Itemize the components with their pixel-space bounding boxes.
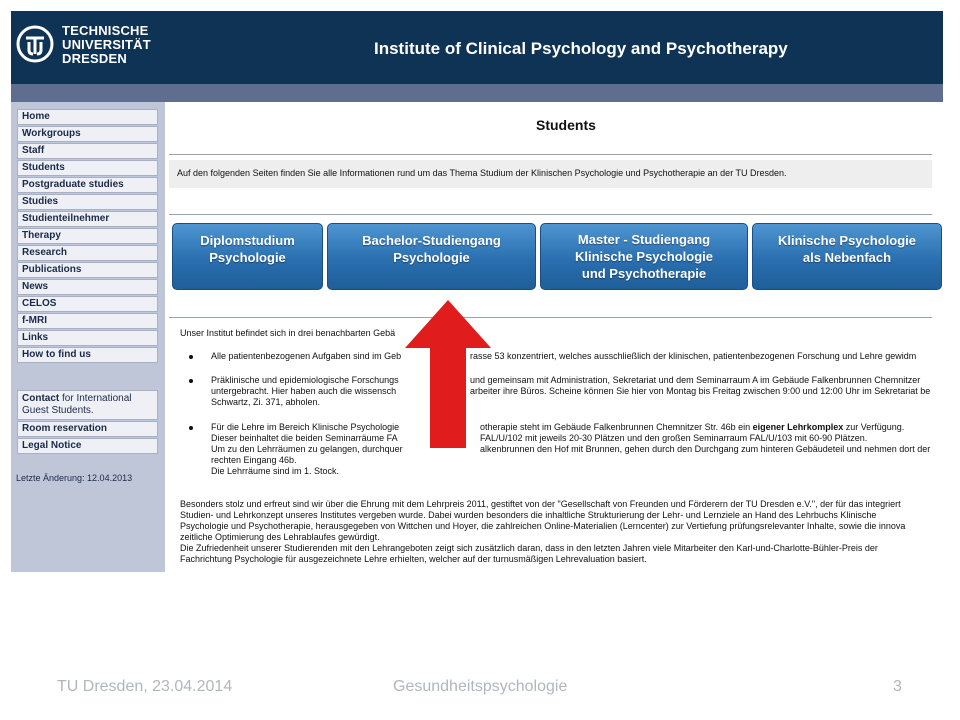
bullet3-line1: [480, 422, 904, 433]
intro-box: [169, 160, 932, 188]
red-arrow-icon: [403, 298, 493, 450]
page-title: Students: [536, 117, 596, 133]
sidebar-item-therapy[interactable]: Therapy: [17, 228, 158, 244]
bullet1-text-b: rasse 53 konzentriert, welches ausschließlich der klinischen, patientenbezogenen Forschung und Lehre gewidm: [470, 351, 917, 361]
footer-page-number: 3: [893, 678, 902, 695]
bullet1-text-a: Alle patientenbezogenen Aufgaben sind im Geb: [211, 351, 402, 361]
button-line: Psychologie: [209, 249, 286, 265]
sidebar-item-room-reservation[interactable]: Room reservation: [17, 421, 158, 437]
bullet3-bold: eigener Lehrkomplex: [752, 422, 844, 432]
footer-title: Gesundheitspsychologie: [393, 678, 568, 695]
site-header: [11, 11, 943, 84]
bullet3-line3a: Um zu den Lehrräumen zu gelangen, durchquer: [211, 444, 403, 454]
sidebar-secondary-nav: [17, 390, 158, 455]
sidebar: [11, 102, 165, 572]
sidebar-item-contact[interactable]: [17, 390, 158, 420]
closing-line: Fachrichtung Psychologie für ausgezeichnete Lehre erhielten, welcher auf der turnusmäßigen Lehrevaluation basiert.: [180, 554, 647, 564]
sidebar-item-legal-notice[interactable]: Legal Notice: [17, 438, 158, 454]
button-line: Bachelor-Studiengang: [362, 232, 501, 248]
header-divider-strip: [11, 84, 943, 102]
closing-line: Studien- und Lehrkonzept unseres Institutes vergeben wurde. Dabei wurden besonders die inhaltliche Strukturierung der Lehr- und Lernziele an Hand des Lehrbuchs Klinische: [180, 510, 877, 520]
button-line: als Nebenfach: [802, 249, 892, 265]
institute-title: Institute of Clinical Psychology and Psychotherapy: [374, 39, 788, 58]
bullet: [189, 379, 193, 383]
button-line: Psychologie: [393, 249, 470, 265]
closing-line: Die Zufriedenheit unserer Studierenden mit den Lehrangeboten zeigt sich zusätzlich daran, dass in den letzten Jahren viele Mitarbeiter den Karl-und-Charlotte-Bühler-Preis der: [180, 543, 878, 553]
button-line: Klinische Psychologie: [778, 232, 916, 248]
bullet3-line1a: Für die Lehre im Bereich Klinische Psychologie: [211, 422, 400, 432]
bullet: [189, 426, 193, 430]
sidebar-item-links[interactable]: Links: [17, 330, 158, 346]
divider: [169, 214, 932, 215]
button-line: Klinische Psychologie: [575, 249, 713, 264]
bullet2-line2b: arbeiter ihre Büros. Scheine können Sie hier von Montag bis Freitag zwischen 9:00 und 12:00 Uhr im Sekretariat be: [470, 386, 931, 396]
closing-line: Besonders stolz und erfreut sind wir über die Ehrung mit dem Lehrpreis 2011, gestiftet von der "Gesellschaft von Freunden und Förderern der TU Dresden e.V.", der für das integriert: [180, 499, 901, 509]
sidebar-item-studienteilnehmer[interactable]: Studienteilnehmer: [17, 211, 158, 227]
bullet: [189, 355, 193, 359]
sidebar-nav: [17, 109, 158, 364]
screenshot-edge-mask: [943, 0, 960, 600]
master-button[interactable]: [540, 223, 748, 290]
sidebar-item-staff[interactable]: Staff: [17, 143, 158, 159]
lead-text: Unser Institut befindet sich in drei benachbarten Gebä: [180, 328, 396, 338]
button-line: Diplomstudium: [200, 232, 295, 248]
last-change-date: Letzte Änderung: 12.04.2013: [16, 473, 133, 483]
divider: [169, 317, 932, 318]
footer-date: TU Dresden, 23.04.2014: [57, 678, 233, 695]
bachelor-button[interactable]: [327, 223, 536, 290]
bullet3-line1b: otherapie steht im Gebäude Falkenbrunnen Chemnitzer Str. 46b ein: [480, 422, 753, 432]
university-name-line-1: TECHNISCHE: [62, 23, 149, 38]
nebenfach-button[interactable]: [752, 223, 942, 290]
contact-label-bold: Contact: [22, 393, 60, 404]
bullet3-line3b: alkenbrunnen den Hof mit Brunnen, gehen durch den Durchgang zum hinteren Gebäudeteil und nehmen dort der: [480, 444, 931, 454]
sidebar-item-celos[interactable]: CELOS: [17, 296, 158, 312]
sidebar-item-news[interactable]: News: [17, 279, 158, 295]
bullet2-line2a: untergebracht. Hier haben auch die wissensch: [211, 386, 397, 396]
button-line: Master - Studiengang: [577, 232, 711, 247]
sidebar-item-home[interactable]: Home: [17, 109, 158, 125]
tu-dresden-logo-icon: [15, 24, 55, 64]
closing-line: Psychologie und Psychotherapie, herausgegeben von Wittchen und Hoyer, die zahlreichen Online-Materialien (Lerncenter) zur Vertiefung prüfungsrelevanter Inhalte, sowie die innova: [180, 521, 906, 531]
closing-line: zeitliche Optimierung des Lehrablaufes gewürdigt.: [180, 532, 380, 542]
button-line: und Psychotherapie: [581, 266, 707, 281]
bullet3-line1c: zur Verfügung.: [843, 422, 905, 432]
sidebar-item-postgraduate-studies[interactable]: Postgraduate studies: [17, 177, 158, 193]
bullet2-line1b: und gemeinsam mit Administration, Sekretariat und dem Seminarraum A im Gebäude Falkenbrunnen Chemnitzer: [470, 375, 921, 385]
university-name-line-3: DRESDEN: [62, 51, 127, 66]
university-name-line-2: UNIVERSITÄT: [62, 37, 151, 52]
sidebar-item-workgroups[interactable]: Workgroups: [17, 126, 158, 142]
divider: [169, 154, 932, 155]
bullet3-line5: Die Lehrräume sind im 1. Stock.: [211, 466, 340, 476]
bullet2-line1a: Präklinische und epidemiologische Forschungs: [211, 375, 399, 385]
intro-text: Auf den folgenden Seiten finden Sie alle Informationen rund um das Thema Studium der Klinischen Psychologie und Psychotherapie an der TU Dresden.: [177, 168, 787, 178]
sidebar-item-publications[interactable]: Publications: [17, 262, 158, 278]
sidebar-item-how-to-find-us[interactable]: How to find us: [17, 347, 158, 363]
bullet3-line4: rechten Eingang 46b.: [211, 455, 297, 465]
website-screenshot: [11, 11, 943, 572]
bullet2-line3: Schwartz, Zi. 371, abholen.: [211, 397, 321, 407]
bullet3-line2b: FAL/U/102 mit jeweils 20-30 Plätzen und den großen Seminarraum FAL/U/103 mit 60-90 Plätzen.: [480, 433, 868, 443]
sidebar-item-studies[interactable]: Studies: [17, 194, 158, 210]
sidebar-item-research[interactable]: Research: [17, 245, 158, 261]
contact-label-rest: for International Guest Students.: [22, 393, 132, 416]
bullet3-line2a: Dieser beinhaltet die beiden Seminarräume FA: [211, 433, 398, 443]
sidebar-item-fmri[interactable]: f-MRI: [17, 313, 158, 329]
sidebar-item-students[interactable]: Students: [17, 160, 158, 176]
diplomstudium-button[interactable]: [172, 223, 323, 290]
